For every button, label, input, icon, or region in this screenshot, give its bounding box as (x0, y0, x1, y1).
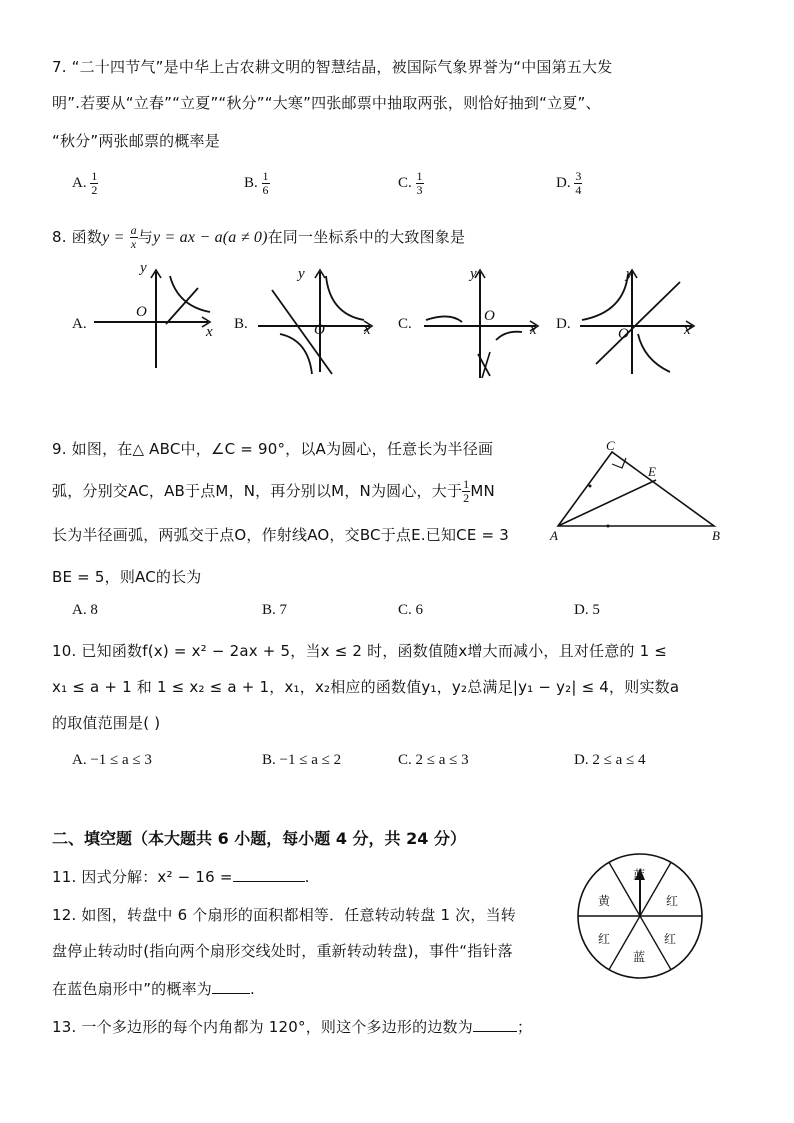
q8-graph-a[interactable] (88, 258, 228, 378)
q9-line-4: BE = 5，则AC的长为 (52, 568, 202, 586)
sector-bottom-left: 红 (598, 932, 611, 946)
fraction (416, 170, 424, 197)
point-b-label: B (712, 528, 720, 543)
q13-text: 13. 一个多边形的每个内角都为 120°，则这个多边形的边数为 (52, 1018, 473, 1036)
hyperbola-right (326, 276, 364, 320)
q9-line-1: 9. 如图，在△ ABC中，∠C = 90°，以A为圆心，任意长为半径画 (52, 440, 494, 458)
hyperbola-right (638, 334, 670, 372)
graph-a-x: x (206, 324, 213, 340)
graph-a-origin: O (136, 304, 147, 320)
fraction-num: 3 (575, 169, 582, 183)
graph-c-origin: O (484, 308, 495, 324)
q13-answer-blank[interactable] (473, 1031, 517, 1032)
line (596, 282, 680, 364)
graph-b-x: x (364, 322, 371, 338)
q10-line-2: x₁ ≤ a + 1 和 1 ≤ x₂ ≤ a + 1，x₁，x₂相应的函数值y₁，y₂总满足|y₁ − y₂| ≤ 4，则实数a (52, 678, 680, 696)
q12-line-1: 12. 如图，转盘中 6 个扇形的面积都相等．任意转动转盘 1 次，当转 (52, 906, 516, 924)
q9-line-2 (52, 478, 495, 505)
q9-option-b[interactable]: B. 7 (262, 602, 288, 618)
sector-bottom-right: 红 (664, 932, 677, 946)
section-2-title: 二、填空题（本大题共 6 小题，每小题 4 分，共 24 分） (52, 829, 466, 848)
q12-answer-blank[interactable] (212, 993, 250, 994)
q9-triangle-figure (546, 436, 736, 546)
point-c-label: C (606, 438, 615, 453)
graph-d-x: x (684, 322, 691, 338)
q11-line (52, 866, 310, 887)
q9-line-3: 长为半径画弧，两弧交于点O，作射线AO，交BC于点E.已知CE = 3 (52, 526, 509, 544)
q7-line-3: “秋分”两张邮票的概率是 (52, 132, 220, 150)
q8-mid: 与 (137, 228, 153, 246)
sector-bottom: 蓝 (633, 950, 646, 964)
q12-end: . (249, 980, 255, 998)
fraction (130, 224, 138, 251)
hyperbola-left (426, 316, 462, 322)
fraction (90, 170, 98, 197)
graph-d-y: y (626, 266, 633, 282)
q8-graph-c[interactable] (418, 262, 548, 382)
fraction-num: a (130, 223, 137, 237)
right-angle-mark (612, 458, 626, 468)
ray-ao (558, 480, 656, 526)
fraction-num: 1 (416, 169, 423, 183)
q10-option-b[interactable]: B. −1 ≤ a ≤ 2 (262, 752, 342, 768)
graph-b-origin: O (314, 322, 325, 338)
fraction-den: 2 (463, 491, 470, 505)
fraction-num: 1 (262, 169, 269, 183)
q8-line (52, 224, 465, 251)
q8-option-c-label[interactable]: C. (398, 316, 412, 332)
graph-c-x: x (530, 322, 537, 338)
option-label: D. (556, 174, 571, 191)
fraction (574, 170, 582, 197)
q7-option-b[interactable] (244, 170, 270, 197)
q12-text: 在蓝色扇形中”的概率为 (52, 980, 212, 998)
q8-option-a-label[interactable]: A. (72, 316, 87, 332)
q7-line-2: 明”.若要从“立春”“立夏”“秋分”“大寒”四张邮票中抽取两张，则恰好抽到“立夏”、 (52, 94, 601, 112)
q10-option-d[interactable]: D. 2 ≤ a ≤ 4 (574, 752, 646, 768)
arc-mark-m (589, 485, 592, 488)
q10-option-c[interactable]: C. 2 ≤ a ≤ 3 (398, 752, 469, 768)
fraction-den: 4 (575, 183, 582, 197)
fraction-den: 2 (91, 183, 98, 197)
q13-end: ； (516, 1018, 533, 1036)
fraction-num: 1 (463, 477, 470, 491)
q8-f2: y = ax − a(a ≠ 0) (152, 229, 268, 246)
option-label: C. (398, 174, 412, 191)
hyperbola (170, 276, 210, 312)
hyperbola-right (496, 332, 522, 340)
q7-option-d[interactable] (556, 170, 582, 197)
q10-line-1: 10. 已知函数f(x) = x² − 2ax + 5，当x ≤ 2 时，函数值随x增大而减小，且对任意的 1 ≤ (52, 642, 668, 660)
graph-b-y: y (298, 266, 305, 282)
q11-text: 11. 因式分解：x² − 16 = (52, 868, 233, 886)
fraction-den: x (130, 237, 137, 251)
q10-option-a[interactable]: A. −1 ≤ a ≤ 3 (72, 752, 152, 768)
fraction (262, 170, 270, 197)
q9-option-d[interactable]: D. 5 (574, 602, 600, 618)
q8-prefix: 8. 函数 (52, 228, 103, 246)
option-label: B. (244, 174, 258, 191)
sector-top-right: 红 (666, 894, 679, 908)
arc-mark-n (607, 525, 610, 528)
fraction-den: 3 (416, 183, 423, 197)
fraction-den: 6 (262, 183, 269, 197)
q11-end: . (304, 868, 310, 886)
q9-line-2-text: 弧，分别交AC，AB于点M，N，再分别以M，N为圆心，大于 (52, 482, 463, 500)
q9-line-2-mn: MN (470, 482, 495, 500)
graph-a-y: y (140, 260, 147, 276)
q10-line-3: 的取值范围是( ) (52, 714, 161, 732)
hyperbola-left (582, 274, 628, 320)
q8-suffix: 在同一坐标系中的大致图象是 (267, 228, 466, 246)
q8-option-d-label[interactable]: D. (556, 316, 571, 332)
graph-d-origin: O (618, 326, 629, 342)
sector-top: 蓝 (633, 868, 646, 882)
q8-f1-lhs: y = (102, 229, 125, 246)
q7-line-1: 7. “二十四节气”是中华上古农耕文明的智慧结晶，被国际气象界誉为“中国第五大发 (52, 58, 613, 76)
q8-option-b-label[interactable]: B. (234, 316, 248, 332)
q9-option-c[interactable]: C. 6 (398, 602, 424, 618)
point-e-label: E (648, 464, 656, 479)
q7-option-a[interactable] (72, 170, 98, 197)
option-label: A. (72, 174, 87, 191)
q11-answer-blank[interactable] (233, 881, 305, 882)
point-a-label: A (550, 528, 558, 543)
q12-line-2: 盘停止转动时(指向两个扇形交线处时，重新转动转盘)，事件“指针落 (52, 942, 513, 960)
fraction-num: 1 (91, 169, 98, 183)
graph-c-y: y (470, 266, 477, 282)
sector-top-left: 黄 (598, 894, 611, 908)
q13-line (52, 1016, 532, 1037)
q7-option-c[interactable] (398, 170, 424, 197)
q12-line-3 (52, 978, 255, 999)
q9-option-a[interactable]: A. 8 (72, 602, 98, 618)
